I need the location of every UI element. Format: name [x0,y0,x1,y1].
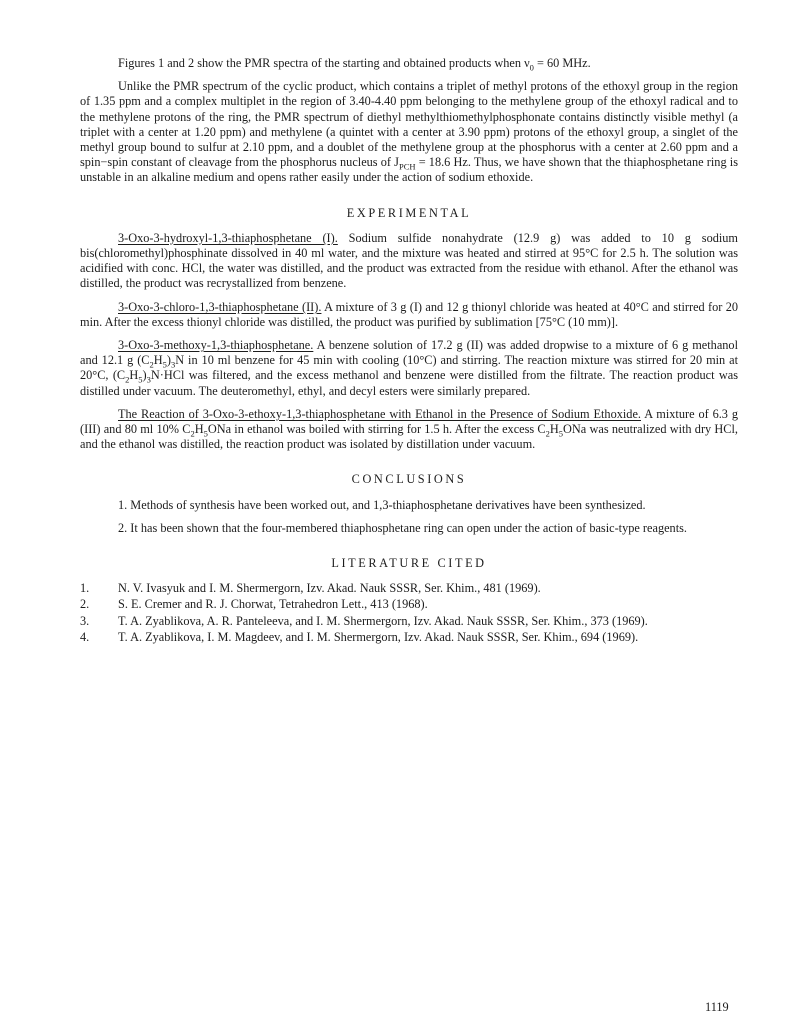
text-run: A benzene solution of 17.2 g (II) was added dropwise to a mixture of 6 g methanol and 12.1 g (C [80,338,738,368]
text-run: H [194,422,204,437]
reference-text: T. A. Zyablikova, I. M. Magdeev, and I. M. Shermergorn, Izv. Akad. Nauk SSSR, Ser. Khim., 694 (1969). [118,629,639,644]
subscript: 3 [146,374,151,385]
text-run: H [153,353,163,368]
reference-list [80,581,738,645]
subscript: 3 [171,359,176,370]
reference-number: 2. [80,597,90,612]
text-run: ONa was neutralized with dry HCl, and the ethanol was distilled, the reaction product was isolated by distillation under vacuum. [80,422,739,452]
text-run: A mixture of 3 g (I) and 12 g thionyl chloride was heated at 40°C and stirred for 20 min. After the excess thionyl chloride was distilled, the product was purified by sublimation [75°C (10 mm)]. [80,299,738,329]
conclusion-item-2: 2. It has been shown that the four-membered thiaphosphetane ring can open under the action of basic-type reagents. [118,520,687,535]
intro-paragraph-pmr [80,79,738,185]
reference-text: T. A. Zyablikova, A. R. Panteleeva, and I. M. Shermergorn, Izv. Akad. Nauk SSSR, Ser. Khim., 373 (1969). [118,613,648,628]
conclusion-item-1: 1. Methods of synthesis have been worked out, and 1,3-thiaphosphetane derivatives have been synthesized. [118,497,646,512]
text-run: A mixture of 6.3 g (III) and 80 ml 10% C [80,406,738,437]
experimental-heading: EXPERIMENTAL [346,205,472,220]
reference-text: S. E. Cremer and R. J. Chorwat, Tetrahedron Lett., 413 (1968). [118,597,428,612]
experimental-paragraph-1 [80,231,738,292]
reference-number: 1. [80,581,90,596]
text-run: Figures 1 and 2 show the PMR spectra of the starting and obtained products when ν [118,56,530,70]
text-run: Sodium sulfide nonahydrate (12.9 g) was added to 10 g sodium bis(chloromethyl)phosphinate dissolved in 40 ml water, and the mixture was heated and stirred at 95°C for 2.5 h. The solution was acidified with conc. HCl, the water was distilled, and the product was extracted from the residue with ethanol. After the ethanol was distilled, the product was recrystallized from benzene. [80,230,738,291]
text-run: ) [166,353,171,368]
reference-item [80,630,738,645]
text-run: N in 10 ml benzene for 45 min with cooling (10°C) and stirring. The reaction mixture was stirred for 20 min at 20°C, (C [80,353,738,383]
compound-title: 3-Oxo-3-methoxy-1,3-thiaphosphetane. [118,338,314,353]
page-number: 1119 [705,1000,729,1014]
article-body [80,56,738,645]
reference-number: 4. [80,629,90,644]
subscript: 2 [125,374,130,385]
conclusions-heading: CONCLUSIONS [351,472,467,487]
text-run: = 18.6 Hz. Thus, we have shown that the thiaphosphetane ring is unstable in an alkaline medium and opens rather easily under the action of sodium ethoxide. [80,155,738,185]
intro-paragraph-figures [80,56,738,71]
compound-title: 3-Oxo-3-chloro-1,3-thiaphosphetane (II). [118,299,322,314]
subscript: 2 [190,428,195,439]
subscript: 5 [558,428,564,439]
compound-title: The Reaction of 3-Oxo-3-ethoxy-1,3-thiaphosphetane with Ethanol in the Presence of Sodium Ethoxide. [118,406,641,421]
subscript: 5 [203,428,208,439]
text-run: ) [142,368,147,383]
literature-heading: LITERATURE CITED [331,556,487,571]
reference-item [80,597,738,612]
experimental-paragraph-3 [80,338,738,399]
subscript: PCH [398,161,416,172]
subscript: 2 [149,359,154,370]
subscript: 5 [138,374,143,385]
reference-text: N. V. Ivasyuk and I. M. Shermergorn, Izv. Akad. Nauk SSSR, Ser. Khim., 481 (1969). [118,581,541,596]
experimental-paragraph-2 [80,300,738,330]
text-run: ONa in ethanol was boiled with stirring for 1.5 h. After the excess C [207,422,546,437]
experimental-paragraph-4 [80,407,738,453]
text-run: N·HCl was filtered, and the excess methanol and benzene were distilled from the filtrate. The reaction product was distilled under vacuum. The deuteromethyl, ethyl, and decyl esters were similarly prepared. [80,368,738,398]
subscript: 5 [162,359,167,370]
reference-item [80,614,738,629]
text-run: H [129,368,139,383]
text-run: H [549,422,559,437]
subscript: 2 [545,428,550,439]
text-run: Unlike the PMR spectrum of the cyclic product, which contains a triplet of methyl protons of the ethoxyl group in the region of 1.35 ppm and a complex multiplet in the region of 3.40-4.40 ppm belonging to the methylene group of the ethoxyl radical and to the methylene protons of the ring, the PMR spectrum of diethyl methylthiomethylphosphonate contains distinctly visible methyl (a triplet with a center at 1.20 ppm) and methylene (a quintet with a center at 3.90 ppm) protons of the ethoxyl group, a singlet of the methyl group bound to sulfur at 2.10 ppm, and a doublet of the methylene group at the phosphorus with a center at 2.60 ppm and a spin−spin constant of cleavage from the phosphorus nucleus of J [80,79,738,170]
compound-title: 3-Oxo-3-hydroxyl-1,3-thiaphosphetane (I). [118,230,338,245]
text-run: = 60 MHz. [533,56,591,70]
reference-item [80,581,738,596]
subscript: 0 [529,62,534,73]
reference-number: 3. [80,613,90,628]
